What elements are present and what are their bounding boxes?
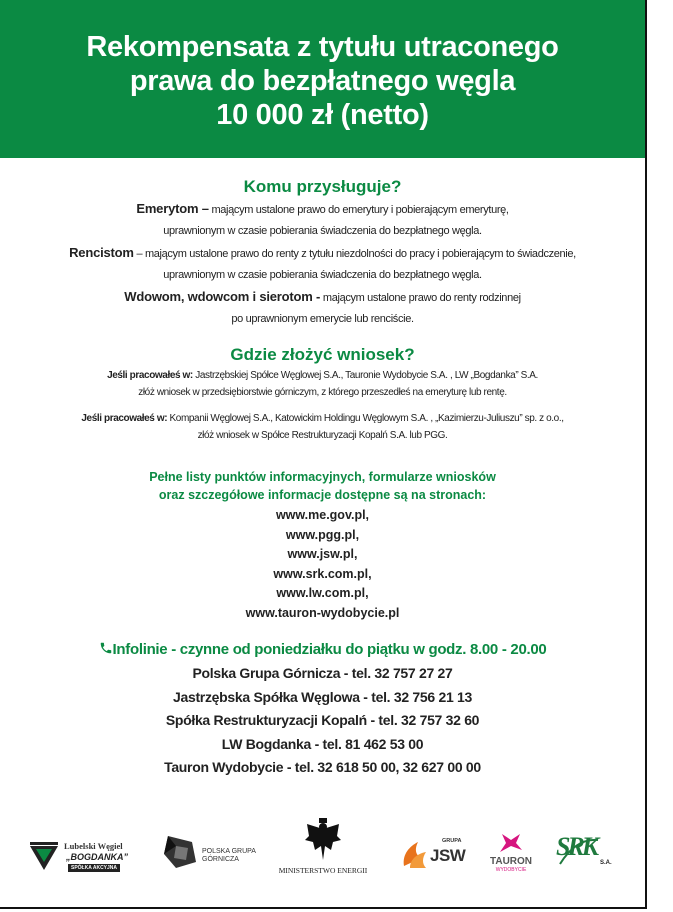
widows-text: mającym ustalone prawo do renty rodzinnej xyxy=(320,292,521,304)
hotline-heading xyxy=(0,640,645,660)
jsw-flame-icon xyxy=(400,836,430,870)
pensioners-line-2: uprawnionym w czasie pobierania świadczenia do bezpłatnego węgla. xyxy=(163,269,482,281)
widows-label: Wdowom, wdowcom i sierotom - xyxy=(124,289,321,304)
title-line-3: 10 000 zł (netto) xyxy=(216,99,429,131)
srk-name: SRK xyxy=(556,832,597,861)
title-line-2: prawa do bezpłatnego węgla xyxy=(129,65,516,97)
retirees-label: Emerytom – xyxy=(136,201,209,216)
phone-jsw: Jastrzębska Spółka Węglowa - tel. 32 756 21 13 xyxy=(172,688,473,705)
info-note-1: Pełne listy punktów informacyjnych, formularze wniosków xyxy=(149,470,496,484)
link-me[interactable]: www.me.gov.pl, xyxy=(275,508,370,522)
title-banner xyxy=(0,0,645,158)
phone-pgg: Polska Grupa Górnicza - tel. 32 757 27 27 xyxy=(192,665,453,681)
logo-srk xyxy=(556,830,616,876)
logo-pgg xyxy=(162,832,262,876)
logo-tauron xyxy=(482,830,540,876)
worked-at-text-2: Kompanii Węglowej S.A., Katowickim Holdingu Węglowym S.A. , „Kazimierzu-Juliuszu” sp. z o.o., xyxy=(167,413,564,424)
eagle-emblem-icon xyxy=(303,816,343,862)
pgg-line-2: GÓRNICZA xyxy=(202,856,239,863)
link-pgg[interactable]: www.pgg.pl, xyxy=(285,527,360,542)
tauron-sub: WYDOBYCIE xyxy=(495,867,527,873)
hotline-heading-text: Infolinie - czynne od poniedziałku do piątku w godz. 8.00 - 20.00 xyxy=(112,641,547,658)
tauron-emblem-icon xyxy=(498,830,524,856)
logo-jsw xyxy=(400,836,470,876)
info-note-2: oraz szczegółowe informacje dostępne są na stronach: xyxy=(158,488,487,502)
where-heading: Gdzie złożyć wniosek? xyxy=(230,345,415,364)
pgg-emblem-icon xyxy=(162,832,200,870)
retirees-line-2: uprawnionym w czasie pobierania świadczenia do bezpłatnego węgla. xyxy=(163,225,482,237)
widows-line-2: po uprawnionym emerycie lub renciście. xyxy=(231,313,414,325)
phone-srk: Spółka Restrukturyzacji Kopalń - tel. 32 757 32 60 xyxy=(165,712,480,728)
bogdanka-emblem-icon xyxy=(28,840,60,872)
where-text-1 xyxy=(0,367,645,401)
link-tauron[interactable]: www.tauron-wydobycie.pl xyxy=(245,605,400,620)
phone-lw: LW Bogdanka - tel. 81 462 53 00 xyxy=(221,735,424,752)
jsw-name: JSW xyxy=(430,846,466,865)
links-list xyxy=(0,506,645,623)
srk-swoosh-icon xyxy=(556,834,616,874)
srk-sa: S.A. xyxy=(600,860,612,866)
retirees-text: mającym ustalone prawo do emerytury i pobierającym emeryturę, xyxy=(208,204,509,216)
pgg-line-1: POLSKA GRUPA xyxy=(202,848,256,855)
jsw-group-label: GRUPA xyxy=(442,838,462,844)
phone-list xyxy=(0,662,645,780)
bogdanka-line-1: Lubelski Węgiel xyxy=(64,841,123,851)
hotline-section xyxy=(0,640,645,780)
where-instruction-2: złóż wniosek w Spółce Restrukturyzacji Kopalń S.A. lub PGG. xyxy=(197,430,448,441)
eligibility-text xyxy=(0,198,645,330)
info-section xyxy=(0,468,645,623)
link-jsw[interactable]: www.jsw.pl, xyxy=(287,547,358,561)
eligibility-heading: Komu przysługuje? xyxy=(243,177,402,196)
pensioners-label: Rencistom xyxy=(69,245,134,260)
worked-at-label-2: Jeśli pracowałeś w: xyxy=(81,413,168,424)
link-srk[interactable]: www.srk.com.pl, xyxy=(273,566,372,581)
link-lw[interactable]: www.lw.com.pl, xyxy=(276,586,369,600)
worked-at-text-1: Jastrzębskiej Spółce Węglowej S.A., Tauronie Wydobycie S.A. , LW „Bogdanka” S.A. xyxy=(192,370,538,381)
phone-tauron: Tauron Wydobycie - tel. 32 618 50 00, 32 627 00 00 xyxy=(164,759,481,775)
title-line-1: Rekompensata z tytułu utraconego xyxy=(86,31,559,63)
phone-icon xyxy=(99,641,113,655)
logo-bogdanka xyxy=(28,838,148,878)
tauron-name: TAURON xyxy=(489,856,533,867)
eligibility-section xyxy=(0,176,645,330)
bogdanka-line-3: SPÓŁKA AKCYJNA xyxy=(68,864,120,872)
partner-logos xyxy=(0,810,645,890)
bogdanka-line-2: „BOGDANKA” xyxy=(66,852,128,862)
logo-ministry xyxy=(268,816,378,882)
worked-at-label-1: Jeśli pracowałeś w: xyxy=(107,370,193,381)
where-text-2 xyxy=(0,410,645,444)
where-section xyxy=(0,344,645,444)
ministry-name: MINISTERSTWO ENERGII xyxy=(278,866,368,875)
where-instruction-1: złóż wniosek w przedsiębiorstwie górniczym, z którego przeszedłeś na emeryturę lub rentę. xyxy=(138,387,507,398)
pensioners-text: – mającym ustalone prawo do renty z tytułu niezdolności do pracy i pobierającym to świadczenie, xyxy=(133,248,576,260)
